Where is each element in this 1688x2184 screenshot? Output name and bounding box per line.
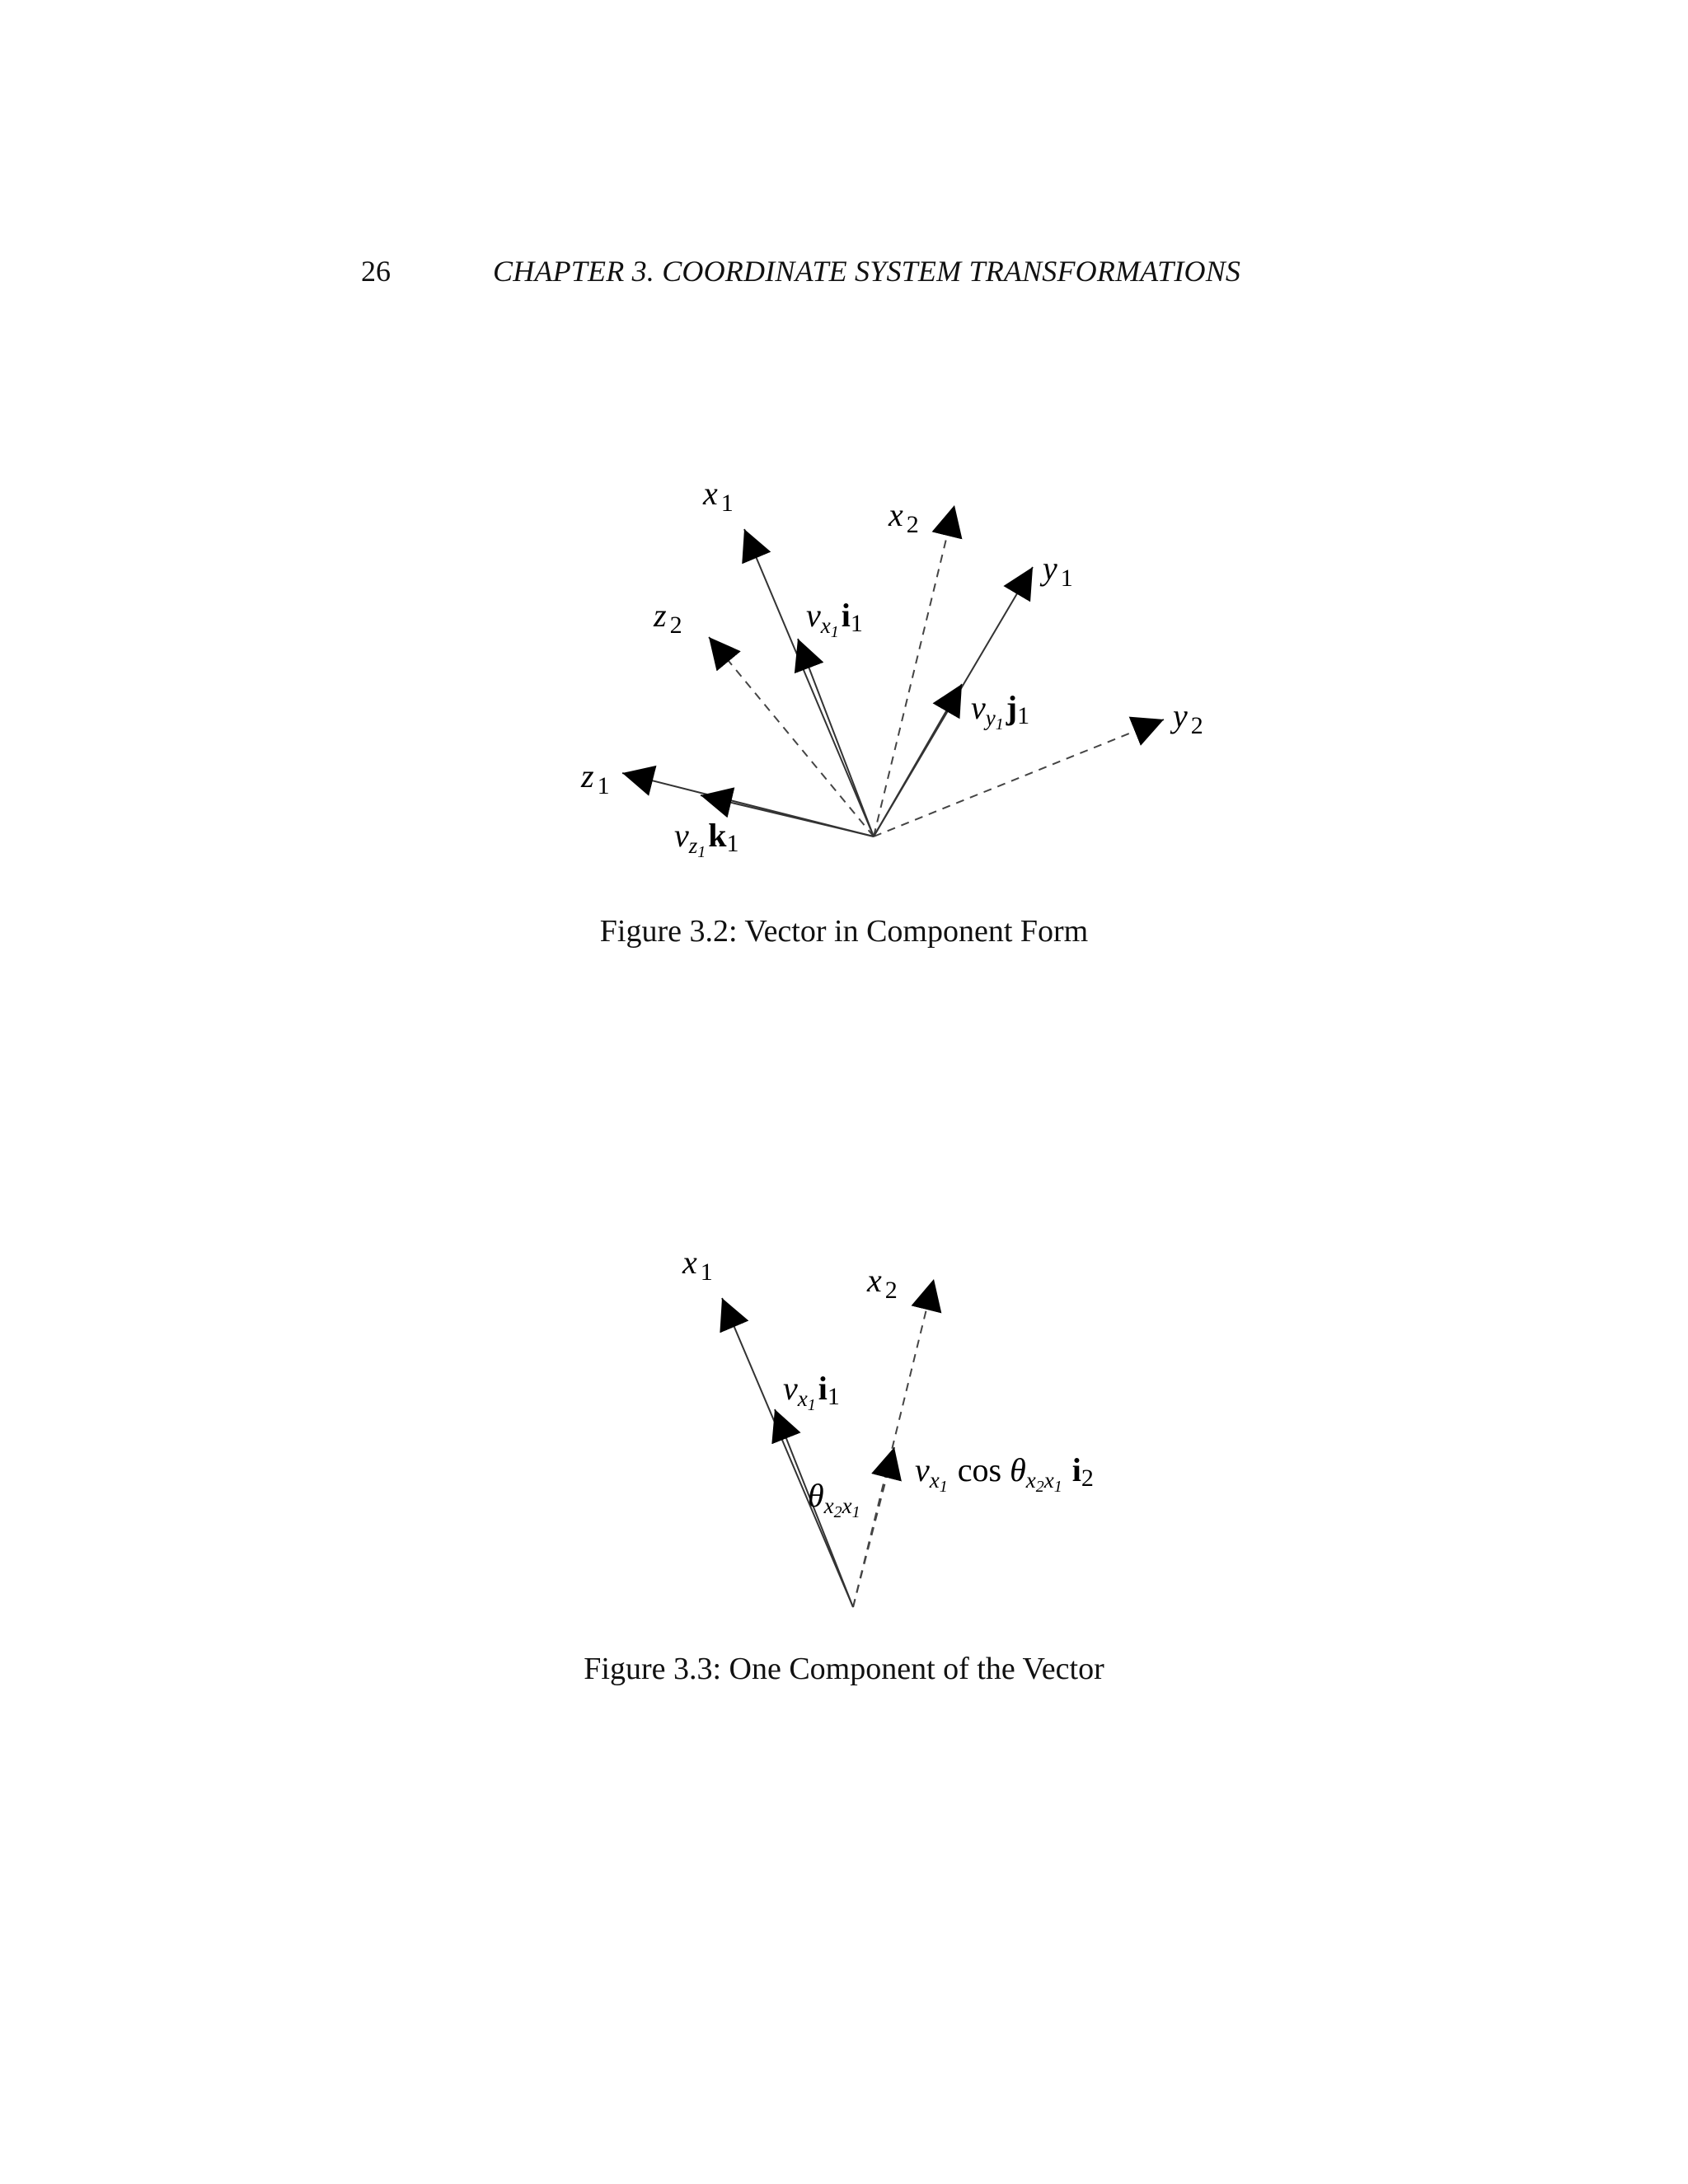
label-vx1-i1: $v_x1i1$ — [783, 1370, 840, 1414]
label-y2: y $_2$ — [1173, 697, 1203, 739]
axis-x1 — [722, 1298, 853, 1607]
figure-3-3 — [0, 1244, 1688, 1624]
axis-x1 — [744, 529, 874, 837]
axis-z2 — [709, 637, 874, 837]
label-z2: z $_2$ — [654, 597, 682, 639]
label-vx1-cos-theta-i2: $v_x1$ $\cos \theta_x2x1$ i2 — [915, 1451, 1094, 1496]
figure-3-2-caption: Figure 3.2: Vector in Component Form — [599, 914, 1089, 949]
label-theta-x2x1: $\theta_x2x1$ — [808, 1477, 860, 1521]
page-number: 26 — [361, 255, 391, 288]
running-head: CHAPTER 3. COORDINATE SYSTEM TRANSFORMATIONS — [493, 255, 1241, 288]
vector-vx1-i1 — [798, 639, 874, 837]
label-x2: x $_2$ — [867, 1262, 898, 1304]
vector-vy1-j1 — [874, 684, 962, 837]
axis-y2 — [874, 719, 1164, 837]
label-z1: z $_1$ — [581, 757, 610, 799]
label-x2: x $_2$ — [889, 496, 919, 538]
vector-vx1-cos-i2 — [853, 1447, 894, 1607]
label-vy1-j1: $v_y1j1$ — [971, 689, 1030, 733]
label-x1: x $_1$ — [682, 1244, 713, 1286]
label-y1: y $_1$ — [1043, 550, 1073, 592]
label-vz1-k1: $v_z1k1$ — [674, 817, 739, 861]
label-x1: x $_1$ — [703, 475, 734, 517]
label-vx1-i1: $v_x1i1$ — [806, 597, 863, 641]
figure-3-2 — [0, 462, 1688, 923]
figure-3-3-caption: Figure 3.3: One Component of the Vector — [584, 1652, 1104, 1686]
axis-x2 — [874, 505, 954, 837]
